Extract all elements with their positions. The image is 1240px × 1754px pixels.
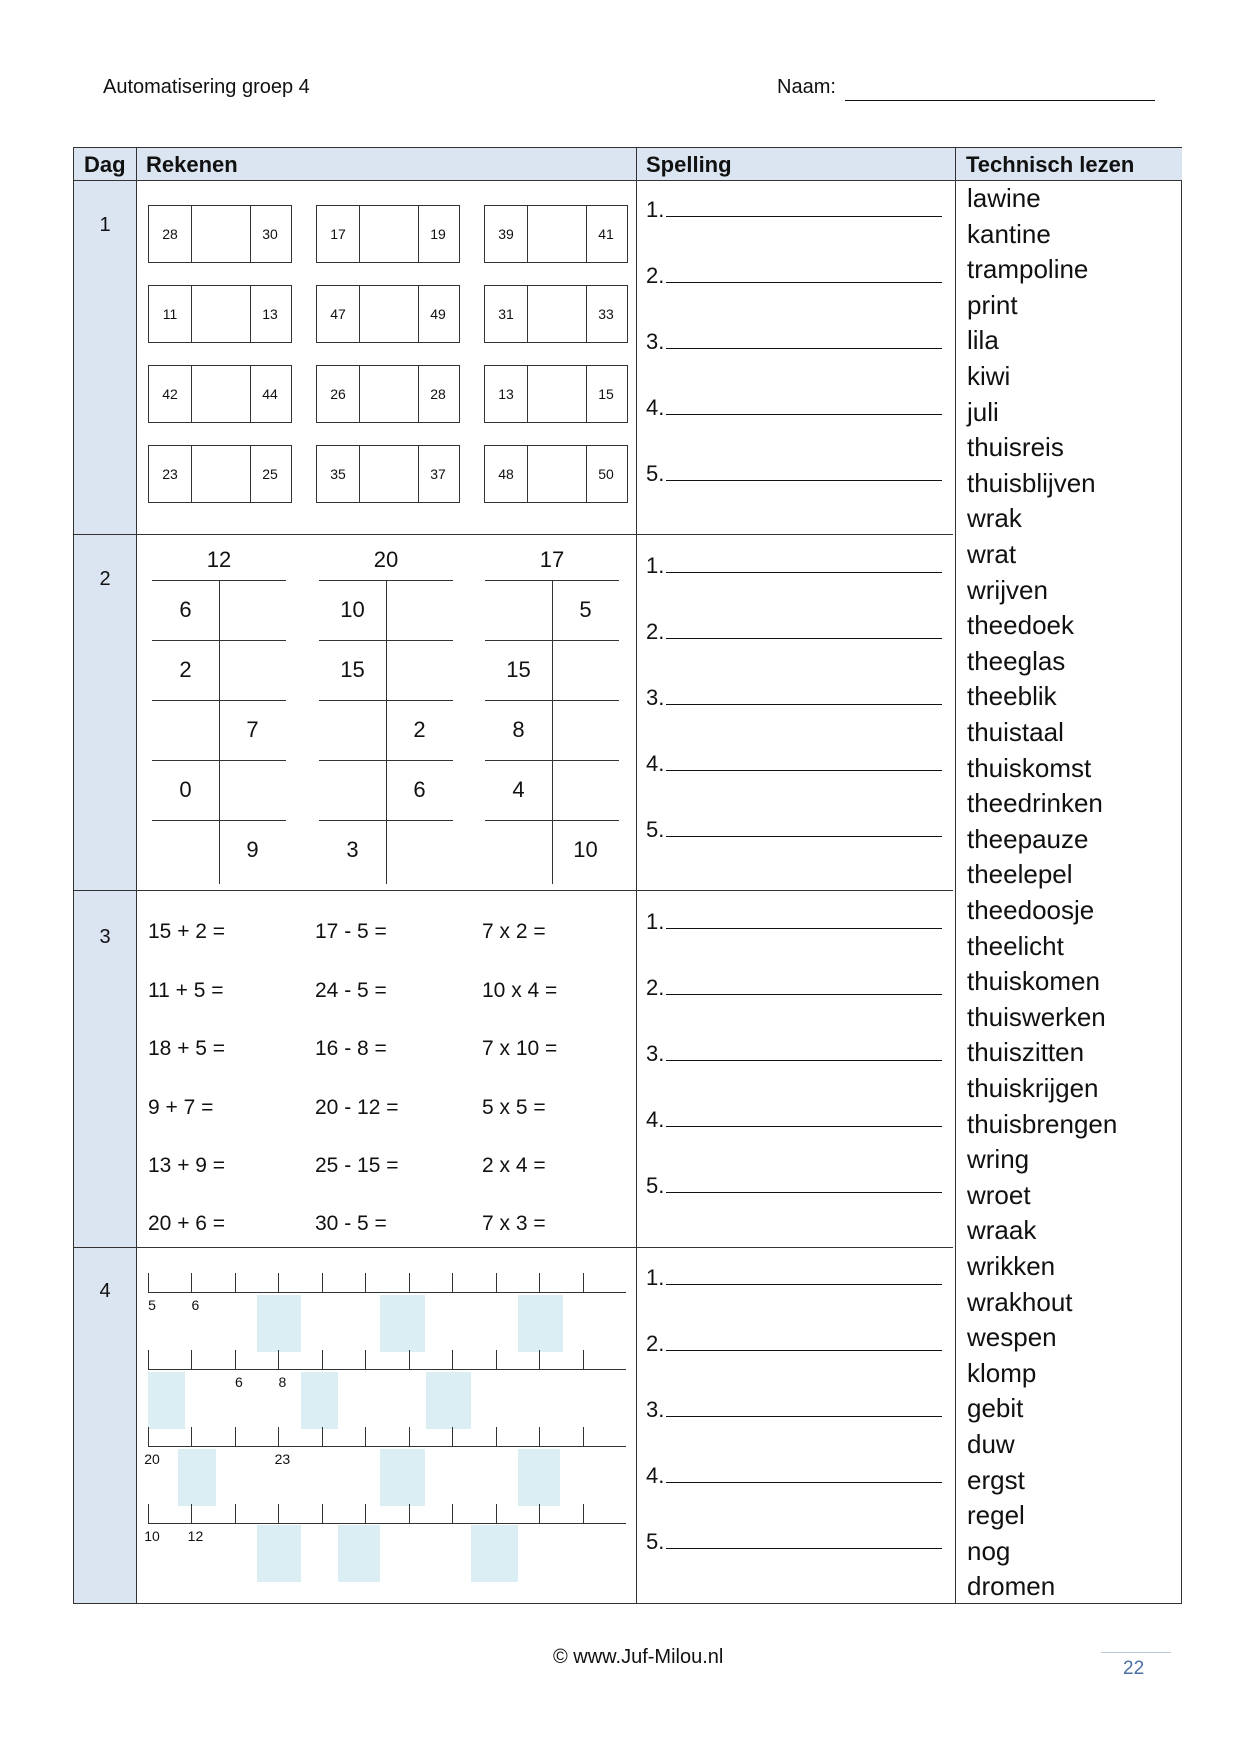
number-gap-box: [316, 205, 460, 263]
tree-cell[interactable]: 6: [179, 597, 192, 622]
number-line-tick: [322, 1427, 323, 1447]
day-number: 3: [99, 926, 111, 948]
day-number: 2: [99, 568, 111, 590]
reading-word: wrakhout: [967, 1286, 1073, 1317]
tree-cell[interactable]: 15: [506, 657, 531, 682]
col-header-rekenen: Rekenen: [136, 148, 636, 181]
spelling-line[interactable]: [646, 460, 942, 487]
spelling-number: 3.: [646, 1041, 665, 1066]
number-line-tick: [191, 1273, 192, 1293]
number-line-tick: [148, 1427, 149, 1447]
spelling-number: 2.: [646, 619, 665, 644]
answer-box[interactable]: [380, 1295, 425, 1352]
divider: [636, 148, 637, 1603]
answer-box[interactable]: [257, 1525, 301, 1582]
spelling-number: 1.: [646, 197, 665, 222]
answer-cell[interactable]: [191, 446, 251, 502]
box-left-number: 11: [162, 306, 178, 322]
number-gap-box: [148, 445, 292, 503]
number-line-label: 8: [278, 1374, 287, 1390]
number-gap-box: [148, 205, 292, 263]
spelling-line[interactable]: [646, 974, 942, 1001]
box-right-number: 49: [430, 306, 446, 322]
number-line-tick: [148, 1273, 149, 1293]
box-right-number: 28: [430, 386, 446, 402]
number-line-tick: [539, 1273, 540, 1293]
number-line-label: 6: [191, 1297, 200, 1313]
number-line-axis: [148, 1446, 626, 1447]
footer-copyright: © www.Juf-Milou.nl: [553, 1646, 724, 1668]
number-line: [148, 1350, 626, 1390]
number-line-tick: [235, 1427, 236, 1447]
tree-cell[interactable]: 6: [413, 777, 426, 802]
spelling-number: 3.: [646, 329, 665, 354]
reading-word: wroet: [967, 1179, 1031, 1210]
divider: [74, 1247, 953, 1248]
sum-item: 16 - 8 =: [315, 1037, 387, 1060]
number-line-tick: [496, 1504, 497, 1524]
answer-cell[interactable]: [527, 366, 587, 422]
page-number-rule: [1101, 1652, 1171, 1653]
reading-word: thuisreis: [967, 432, 1064, 463]
number-line-label: 23: [274, 1451, 291, 1467]
reading-word: thuiszitten: [967, 1037, 1085, 1068]
name-field-line[interactable]: [845, 100, 1155, 101]
number-line-tick: [235, 1350, 236, 1370]
page-number: 22: [1123, 1658, 1145, 1679]
answer-cell[interactable]: [359, 446, 419, 502]
reading-word: thuisbrengen: [967, 1108, 1118, 1139]
reading-word: theepauze: [967, 823, 1089, 854]
divider: [74, 890, 953, 891]
spelling-number: 3.: [646, 685, 665, 710]
spelling-line[interactable]: [646, 1396, 942, 1423]
spelling-number: 5.: [646, 817, 665, 842]
spelling-line[interactable]: [646, 816, 942, 843]
sum-item: 17 - 5 =: [315, 920, 387, 943]
tree-cell[interactable]: 10: [573, 837, 598, 862]
number-line-tick: [365, 1427, 366, 1447]
answer-box[interactable]: [178, 1449, 216, 1506]
number-line-tick: [322, 1350, 323, 1370]
number-line-axis: [148, 1369, 626, 1370]
answer-cell[interactable]: [527, 206, 587, 262]
spelling-number: 2.: [646, 975, 665, 1000]
tree-cell[interactable]: 0: [179, 777, 192, 802]
number-gap-box: [316, 285, 460, 343]
number-gap-box: [484, 445, 628, 503]
spelling-line[interactable]: [646, 618, 942, 645]
number-line-tick: [235, 1273, 236, 1293]
spelling-number: 2.: [646, 263, 665, 288]
number-line-tick: [322, 1504, 323, 1524]
number-line-tick: [539, 1350, 540, 1370]
split-tree: [485, 540, 619, 890]
spelling-line[interactable]: [646, 684, 942, 711]
number-line-label: 10: [144, 1528, 160, 1544]
reading-word: theeglas: [967, 645, 1066, 676]
number-line-tick: [583, 1273, 584, 1293]
reading-word: dromen: [967, 1571, 1056, 1602]
tree-cell[interactable]: 15: [340, 657, 365, 682]
divider: [955, 148, 956, 1603]
spelling-number: 4.: [646, 1463, 665, 1488]
spelling-line[interactable]: [646, 1040, 942, 1067]
box-left-number: 17: [330, 226, 346, 242]
box-left-number: 42: [162, 386, 178, 402]
spelling-number: 1.: [646, 1265, 665, 1290]
spelling-line[interactable]: [646, 394, 942, 421]
col-header-dag: Dag: [74, 148, 136, 181]
reading-word: gebit: [967, 1393, 1024, 1424]
spelling-number: 2.: [646, 1331, 665, 1356]
spelling-line[interactable]: [646, 1528, 942, 1555]
reading-word: theeblik: [967, 681, 1057, 712]
tree-total: 12: [206, 547, 232, 572]
sum-item: 11 + 5 =: [148, 979, 224, 1002]
spelling-line[interactable]: [646, 1264, 942, 1291]
number-line-tick: [583, 1504, 584, 1524]
number-line-tick: [278, 1273, 279, 1293]
sum-item: 30 - 5 =: [315, 1212, 387, 1235]
answer-cell[interactable]: [191, 366, 251, 422]
spelling-number: 1.: [646, 909, 665, 934]
number-line-axis: [148, 1523, 626, 1524]
box-left-number: 26: [330, 386, 346, 402]
spelling-line[interactable]: [646, 1106, 942, 1133]
spelling-number: 4.: [646, 751, 665, 776]
number-line-tick: [278, 1427, 279, 1447]
reading-word: theedrinken: [967, 788, 1103, 819]
reading-word: lila: [967, 325, 999, 356]
reading-word: thuiskomen: [967, 966, 1100, 997]
number-line-tick: [452, 1504, 453, 1524]
box-left-number: 28: [162, 226, 178, 242]
tree-cell[interactable]: 8: [512, 717, 525, 742]
number-line: [144, 1504, 626, 1544]
spelling-number: 5.: [646, 461, 665, 486]
spelling-number: 1.: [646, 553, 665, 578]
box-right-number: 19: [430, 226, 446, 242]
split-tree: [319, 540, 453, 890]
number-line-tick: [322, 1273, 323, 1293]
sum-item: 25 - 15 =: [315, 1154, 399, 1177]
tree-cell[interactable]: 3: [346, 837, 359, 862]
box-left-number: 13: [498, 386, 514, 402]
reading-word: thuiswerken: [967, 1001, 1106, 1032]
col-header-spelling: Spelling: [636, 148, 956, 181]
number-line-tick: [496, 1427, 497, 1447]
tree-cell[interactable]: 2: [179, 657, 192, 682]
box-left-number: 31: [498, 306, 514, 322]
number-gap-box: [316, 365, 460, 423]
box-right-number: 37: [430, 466, 446, 482]
reading-word: thuistaal: [967, 717, 1064, 747]
number-line-tick: [583, 1427, 584, 1447]
tree-cell[interactable]: 2: [413, 717, 426, 742]
spelling-line[interactable]: [646, 262, 942, 289]
number-line-label: 20: [144, 1451, 160, 1467]
day-number: 1: [99, 214, 111, 236]
number-line-tick: [148, 1504, 149, 1524]
spelling-line[interactable]: [646, 328, 942, 355]
number-gap-box: [484, 285, 628, 343]
split-tree: [152, 540, 286, 890]
answer-box[interactable]: [518, 1295, 563, 1352]
reading-word: regel: [967, 1500, 1025, 1531]
number-gap-box: [316, 445, 460, 503]
number-line-tick: [539, 1504, 540, 1524]
number-line-tick: [452, 1350, 453, 1370]
answer-cell[interactable]: [359, 366, 419, 422]
spelling-number: 5.: [646, 1529, 665, 1554]
answer-box[interactable]: [518, 1449, 560, 1506]
box-right-number: 30: [262, 226, 278, 242]
number-line-tick: [278, 1350, 279, 1370]
answer-cell[interactable]: [359, 206, 419, 262]
box-left-number: 23: [162, 466, 178, 482]
box-right-number: 25: [262, 466, 278, 482]
box-left-number: 48: [498, 466, 514, 482]
number-line-label: 5: [148, 1297, 156, 1313]
reading-word: wring: [967, 1144, 1030, 1175]
tree-total: 17: [539, 547, 565, 572]
answer-box[interactable]: [257, 1295, 301, 1352]
answer-cell[interactable]: [191, 206, 251, 262]
number-line-tick: [278, 1504, 279, 1524]
number-line-tick: [191, 1504, 192, 1524]
spelling-line[interactable]: [646, 750, 942, 777]
answer-cell[interactable]: [527, 446, 587, 502]
spelling-number: 4.: [646, 1107, 665, 1132]
divider: [136, 148, 137, 1603]
spelling-line[interactable]: [646, 1330, 942, 1357]
number-line-tick: [452, 1273, 453, 1293]
sum-item: 2 x 4 =: [482, 1154, 546, 1177]
answer-box[interactable]: [148, 1372, 185, 1429]
answer-cell[interactable]: [359, 286, 419, 342]
reading-word: duw: [967, 1429, 1015, 1459]
number-line-tick: [365, 1273, 366, 1293]
number-line-tick: [496, 1273, 497, 1293]
reading-word: klomp: [967, 1357, 1037, 1388]
reading-word: ergst: [967, 1464, 1025, 1495]
tree-cell[interactable]: 10: [340, 597, 365, 622]
number-line-tick: [452, 1427, 453, 1447]
number-line: [144, 1427, 626, 1467]
reading-word: print: [967, 289, 1018, 320]
answer-box[interactable]: [338, 1525, 380, 1582]
sum-item: 18 + 5 =: [148, 1037, 226, 1060]
box-left-number: 47: [330, 306, 346, 322]
reading-word: wrijven: [967, 574, 1048, 605]
number-line-label: 6: [235, 1374, 243, 1390]
reading-word: theelicht: [967, 930, 1064, 961]
number-line-tick: [365, 1504, 366, 1524]
reading-word: theedoek: [967, 610, 1074, 641]
sum-item: 24 - 5 =: [315, 979, 387, 1002]
number-gap-box: [148, 365, 292, 423]
sum-item: 7 x 10 =: [482, 1037, 558, 1060]
sum-item: 7 x 2 =: [482, 920, 546, 943]
number-gap-box: [484, 205, 628, 263]
divider: [74, 534, 953, 535]
number-line-tick: [496, 1350, 497, 1370]
reading-word: trampoline: [967, 254, 1089, 285]
reading-word: nog: [967, 1535, 1011, 1566]
reading-word: lawine: [967, 183, 1041, 213]
number-line-tick: [409, 1273, 410, 1293]
number-line-tick: [148, 1350, 149, 1370]
reading-word: wraak: [967, 1215, 1037, 1246]
number-line-tick: [409, 1427, 410, 1447]
number-line: [148, 1273, 626, 1313]
sum-item: 20 - 12 =: [315, 1096, 399, 1119]
sum-item: 15 + 2 =: [148, 920, 226, 943]
spelling-line[interactable]: [646, 908, 942, 935]
sum-item: 10 x 4 =: [482, 979, 558, 1002]
number-line-tick: [191, 1350, 192, 1370]
reading-word: kantine: [967, 218, 1051, 249]
spelling-number: 5.: [646, 1173, 665, 1198]
spelling-number: 4.: [646, 395, 665, 420]
reading-word: thuisblijven: [967, 467, 1096, 498]
tree-cell[interactable]: 4: [512, 777, 525, 802]
number-line-tick: [539, 1427, 540, 1447]
tree-cell[interactable]: 7: [246, 717, 259, 742]
box-left-number: 39: [498, 226, 514, 242]
number-line-label: 12: [187, 1528, 204, 1544]
sum-item: 13 + 9 =: [148, 1154, 226, 1177]
tree-cell[interactable]: 5: [579, 597, 592, 622]
answer-cell[interactable]: [527, 286, 587, 342]
reading-word: theelepel: [967, 859, 1073, 890]
number-line-tick: [409, 1504, 410, 1524]
reading-word: wrak: [967, 503, 1022, 534]
number-gap-box: [148, 285, 292, 343]
spelling-number: 3.: [646, 1397, 665, 1422]
number-gap-box: [484, 365, 628, 423]
name-label: Naam:: [777, 76, 836, 98]
box-right-number: 41: [598, 226, 614, 242]
tree-total: 20: [373, 547, 399, 572]
reading-word: theedoosje: [967, 895, 1095, 925]
sum-item: 7 x 3 =: [482, 1212, 546, 1235]
number-line-tick: [365, 1350, 366, 1370]
box-right-number: 50: [598, 466, 614, 482]
number-line-tick: [583, 1350, 584, 1370]
box-right-number: 13: [262, 306, 278, 322]
tree-cell[interactable]: 9: [246, 837, 259, 862]
reading-word: wespen: [967, 1322, 1057, 1353]
number-line-tick: [235, 1504, 236, 1524]
answer-box[interactable]: [471, 1525, 518, 1582]
reading-word: thuiskomst: [967, 752, 1092, 783]
reading-word: kiwi: [967, 361, 1011, 391]
sum-item: 20 + 6 =: [148, 1212, 226, 1235]
day-number: 4: [99, 1280, 111, 1302]
answer-box[interactable]: [426, 1372, 471, 1429]
worksheet-title: Automatisering groep 4: [103, 76, 310, 98]
sum-item: 9 + 7 =: [148, 1096, 214, 1119]
reading-word: wrat: [967, 539, 1017, 569]
sum-item: 5 x 5 =: [482, 1096, 546, 1119]
reading-word: juli: [967, 396, 999, 427]
answer-box[interactable]: [301, 1372, 338, 1429]
number-line-axis: [148, 1292, 626, 1293]
number-line-tick: [409, 1350, 410, 1370]
answer-cell[interactable]: [191, 286, 251, 342]
reading-word: thuiskrijgen: [967, 1073, 1099, 1103]
spelling-line[interactable]: [646, 1172, 942, 1199]
number-line-tick: [191, 1427, 192, 1447]
spelling-line[interactable]: [646, 1462, 942, 1489]
box-right-number: 33: [598, 306, 614, 322]
spelling-line[interactable]: [646, 196, 942, 223]
reading-word: wrikken: [967, 1251, 1056, 1281]
col-header-technisch-lezen: Technisch lezen: [956, 148, 1182, 181]
day-column: [74, 181, 136, 1603]
answer-box[interactable]: [380, 1449, 425, 1506]
box-left-number: 35: [330, 466, 346, 482]
spelling-line[interactable]: [646, 552, 942, 579]
box-right-number: 44: [262, 386, 278, 402]
box-right-number: 15: [598, 386, 614, 402]
